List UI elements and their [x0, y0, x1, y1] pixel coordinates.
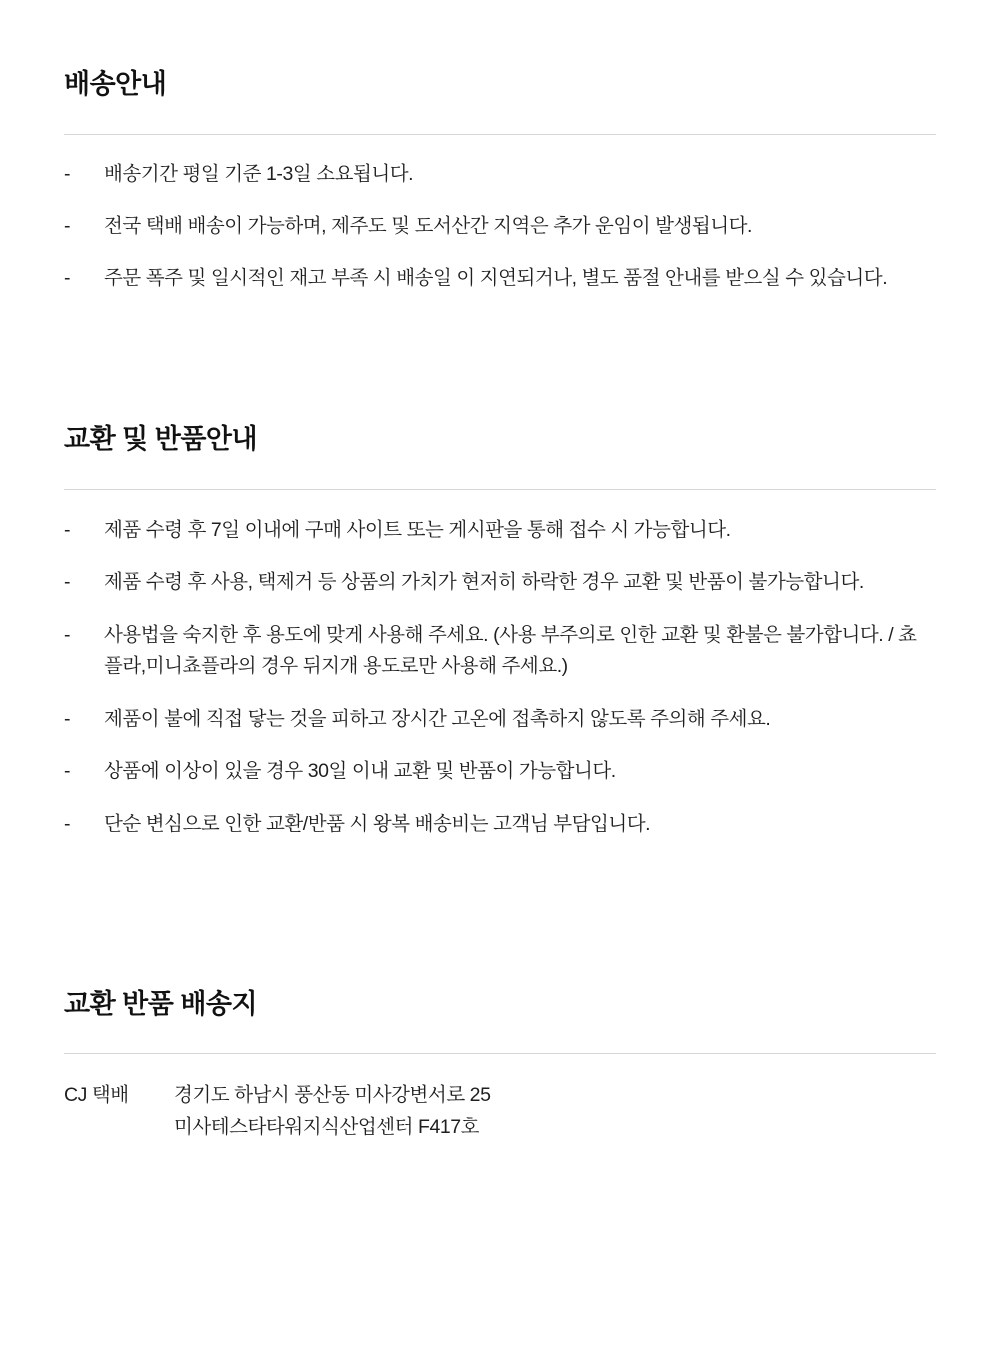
exchange-return-list — [64, 515, 936, 841]
list-item-text: 사용법을 숙지한 후 용도에 맞게 사용해 주세요. (사용 부주의로 인한 교환 및 환불은 불가합니다. / 쵸플라,미니쵸플라의 경우 뒤지개 용도로만 사용해 주세요.) — [104, 623, 917, 678]
address-line-2: 미사테스타타워지식산업센터 F417호 — [174, 1115, 480, 1138]
list-item-text: 주문 폭주 및 일시적인 재고 부족 시 배송일 이 지연되거나, 별도 품절 안내를 받으실 수 있습니다. — [104, 266, 888, 289]
return-address-section — [64, 862, 936, 1144]
list-item-text: 제품 수령 후 사용, 택제거 등 상품의 가치가 현저히 하락한 경우 교환 및 반품이 불가능합니다. — [104, 571, 864, 594]
delivery-info-list — [64, 159, 936, 294]
return-address-divider — [64, 1053, 936, 1054]
carrier-name: CJ 택배 — [64, 1083, 129, 1106]
bullet-marker: - — [64, 163, 71, 186]
exchange-return-title: 교환 및 반품안내 — [64, 424, 258, 455]
list-item — [64, 263, 936, 295]
bullet-marker: - — [64, 266, 71, 289]
list-item-text: 제품 수령 후 7일 이내에 구매 사이트 또는 게시판을 통해 접수 시 가능합니다. — [104, 518, 731, 541]
list-item — [64, 809, 936, 841]
list-item — [64, 756, 936, 788]
delivery-info-title: 배송안내 — [64, 69, 167, 99]
list-item — [64, 567, 936, 599]
return-address-block — [64, 1080, 936, 1143]
list-item-text: 배송기간 평일 기준 1-3일 소요됩니다. — [104, 163, 414, 186]
bullet-marker: - — [64, 623, 71, 646]
exchange-return-divider — [64, 489, 936, 490]
list-item — [64, 704, 936, 736]
delivery-info-divider — [64, 134, 936, 135]
exchange-return-section — [64, 314, 936, 840]
list-item-text: 단순 변심으로 인한 교환/반품 시 왕복 배송비는 고객님 부담입니다. — [104, 812, 651, 835]
bullet-marker: - — [64, 760, 71, 783]
delivery-info-section — [64, 0, 936, 294]
list-item — [64, 159, 936, 191]
list-item-text: 전국 택배 배송이 가능하며, 제주도 및 도서산간 지역은 추가 운임이 발생됩니다. — [104, 214, 752, 237]
bullet-marker: - — [64, 812, 71, 835]
bullet-marker: - — [64, 518, 71, 541]
bullet-marker: - — [64, 571, 71, 594]
bullet-marker: - — [64, 707, 71, 730]
address-line-1: 경기도 하남시 풍산동 미사강변서로 25 — [174, 1083, 491, 1106]
list-item — [64, 515, 936, 547]
return-address-title: 교환 반품 배송지 — [64, 988, 258, 1019]
bullet-marker: - — [64, 214, 71, 237]
list-item — [64, 620, 936, 683]
list-item-text: 상품에 이상이 있을 경우 30일 이내 교환 및 반품이 가능합니다. — [104, 760, 616, 783]
list-item — [64, 211, 936, 243]
address-lines — [174, 1080, 936, 1143]
list-item-text: 제품이 불에 직접 닿는 것을 피하고 장시간 고온에 접촉하지 않도록 주의해 주세요. — [104, 707, 771, 730]
